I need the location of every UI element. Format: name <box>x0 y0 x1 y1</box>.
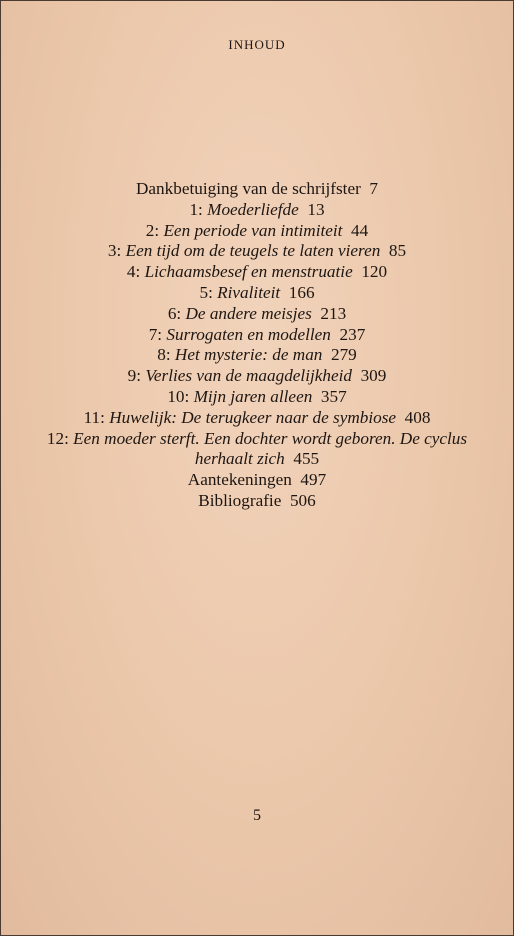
toc-entry-number: 7: <box>148 324 163 344</box>
toc-entry <box>1 262 513 283</box>
toc-entry-page: 455 <box>293 449 320 469</box>
toc-entry-page: 7 <box>369 179 378 198</box>
table-of-contents <box>1 179 513 512</box>
toc-entry-title: Een tijd om de teugels te laten vieren <box>125 241 381 261</box>
toc-entry-number: 10: <box>167 386 190 406</box>
toc-entry-page: 279 <box>330 345 357 365</box>
toc-entry-title: Moederliefde <box>207 199 299 219</box>
toc-entry <box>1 304 513 325</box>
page-number: 5 <box>253 807 261 824</box>
toc-entry <box>1 221 513 242</box>
toc-entry <box>1 491 513 512</box>
toc-entry-number: 8: <box>157 345 171 365</box>
toc-entry-title: Het mysterie: de man <box>174 345 323 365</box>
toc-entry-page: 497 <box>300 470 327 490</box>
toc-entry <box>1 470 513 491</box>
toc-entry-page: 120 <box>361 262 388 282</box>
toc-entry-page: 13 <box>307 199 325 219</box>
toc-entry <box>1 241 513 262</box>
toc-entry <box>1 179 513 200</box>
toc-entry <box>1 366 513 387</box>
toc-entry-number: 3: <box>107 241 122 261</box>
toc-entry-page: 237 <box>339 324 366 344</box>
toc-entry-title: Dankbetuiging van de schrijfster <box>136 179 361 198</box>
toc-entry-title: De andere meisjes <box>185 303 312 323</box>
page-header: INHOUD <box>228 37 286 52</box>
toc-entry-title: Rivaliteit <box>217 282 281 302</box>
toc-entry-page: 166 <box>288 282 315 302</box>
toc-entry <box>1 200 513 221</box>
toc-entry-number: 11: <box>83 407 105 427</box>
toc-entry <box>1 449 513 470</box>
toc-entry-page: 357 <box>320 386 347 406</box>
toc-entry-page: 408 <box>404 407 431 427</box>
toc-entry-page: 309 <box>360 366 387 386</box>
toc-entry-number: 6: <box>167 303 182 323</box>
toc-entry <box>1 408 513 429</box>
toc-entry <box>1 283 513 304</box>
toc-entry-title: Huwelijk: De terugkeer naar de symbiose <box>109 407 397 427</box>
toc-entry-page: 506 <box>289 490 316 510</box>
toc-entry-number: 5: <box>199 282 213 302</box>
toc-entry-title: Lichaamsbesef en menstruatie <box>144 262 353 282</box>
toc-entry-number: 12: <box>46 428 69 448</box>
toc-entry <box>1 429 513 450</box>
toc-entry-title: Surrogaten en modellen <box>166 324 331 344</box>
toc-entry-page: 44 <box>351 220 369 240</box>
toc-entry-title: Verlies van de maagdelijkheid <box>145 366 352 386</box>
toc-entry-number: 1: <box>189 199 203 219</box>
toc-entry-page: 213 <box>320 303 347 323</box>
toc-entry <box>1 387 513 408</box>
toc-entry <box>1 325 513 346</box>
toc-entry-title: herhaalt zich <box>194 449 285 469</box>
toc-entry-title: Mijn jaren alleen <box>193 386 313 406</box>
toc-entry-number: 9: <box>127 366 142 386</box>
toc-entry-title: Aantekeningen <box>187 470 292 490</box>
toc-entry-page: 85 <box>388 241 407 261</box>
toc-entry-title: Een moeder sterft. Een dochter wordt geboren. De cyclus <box>73 428 468 448</box>
toc-entry-number: 4: <box>126 262 141 282</box>
toc-entry-number: 2: <box>145 220 160 240</box>
toc-entry-title: Bibliografie <box>198 490 282 510</box>
toc-entry-title: Een periode van intimiteit <box>163 220 343 240</box>
toc-entry <box>1 345 513 366</box>
